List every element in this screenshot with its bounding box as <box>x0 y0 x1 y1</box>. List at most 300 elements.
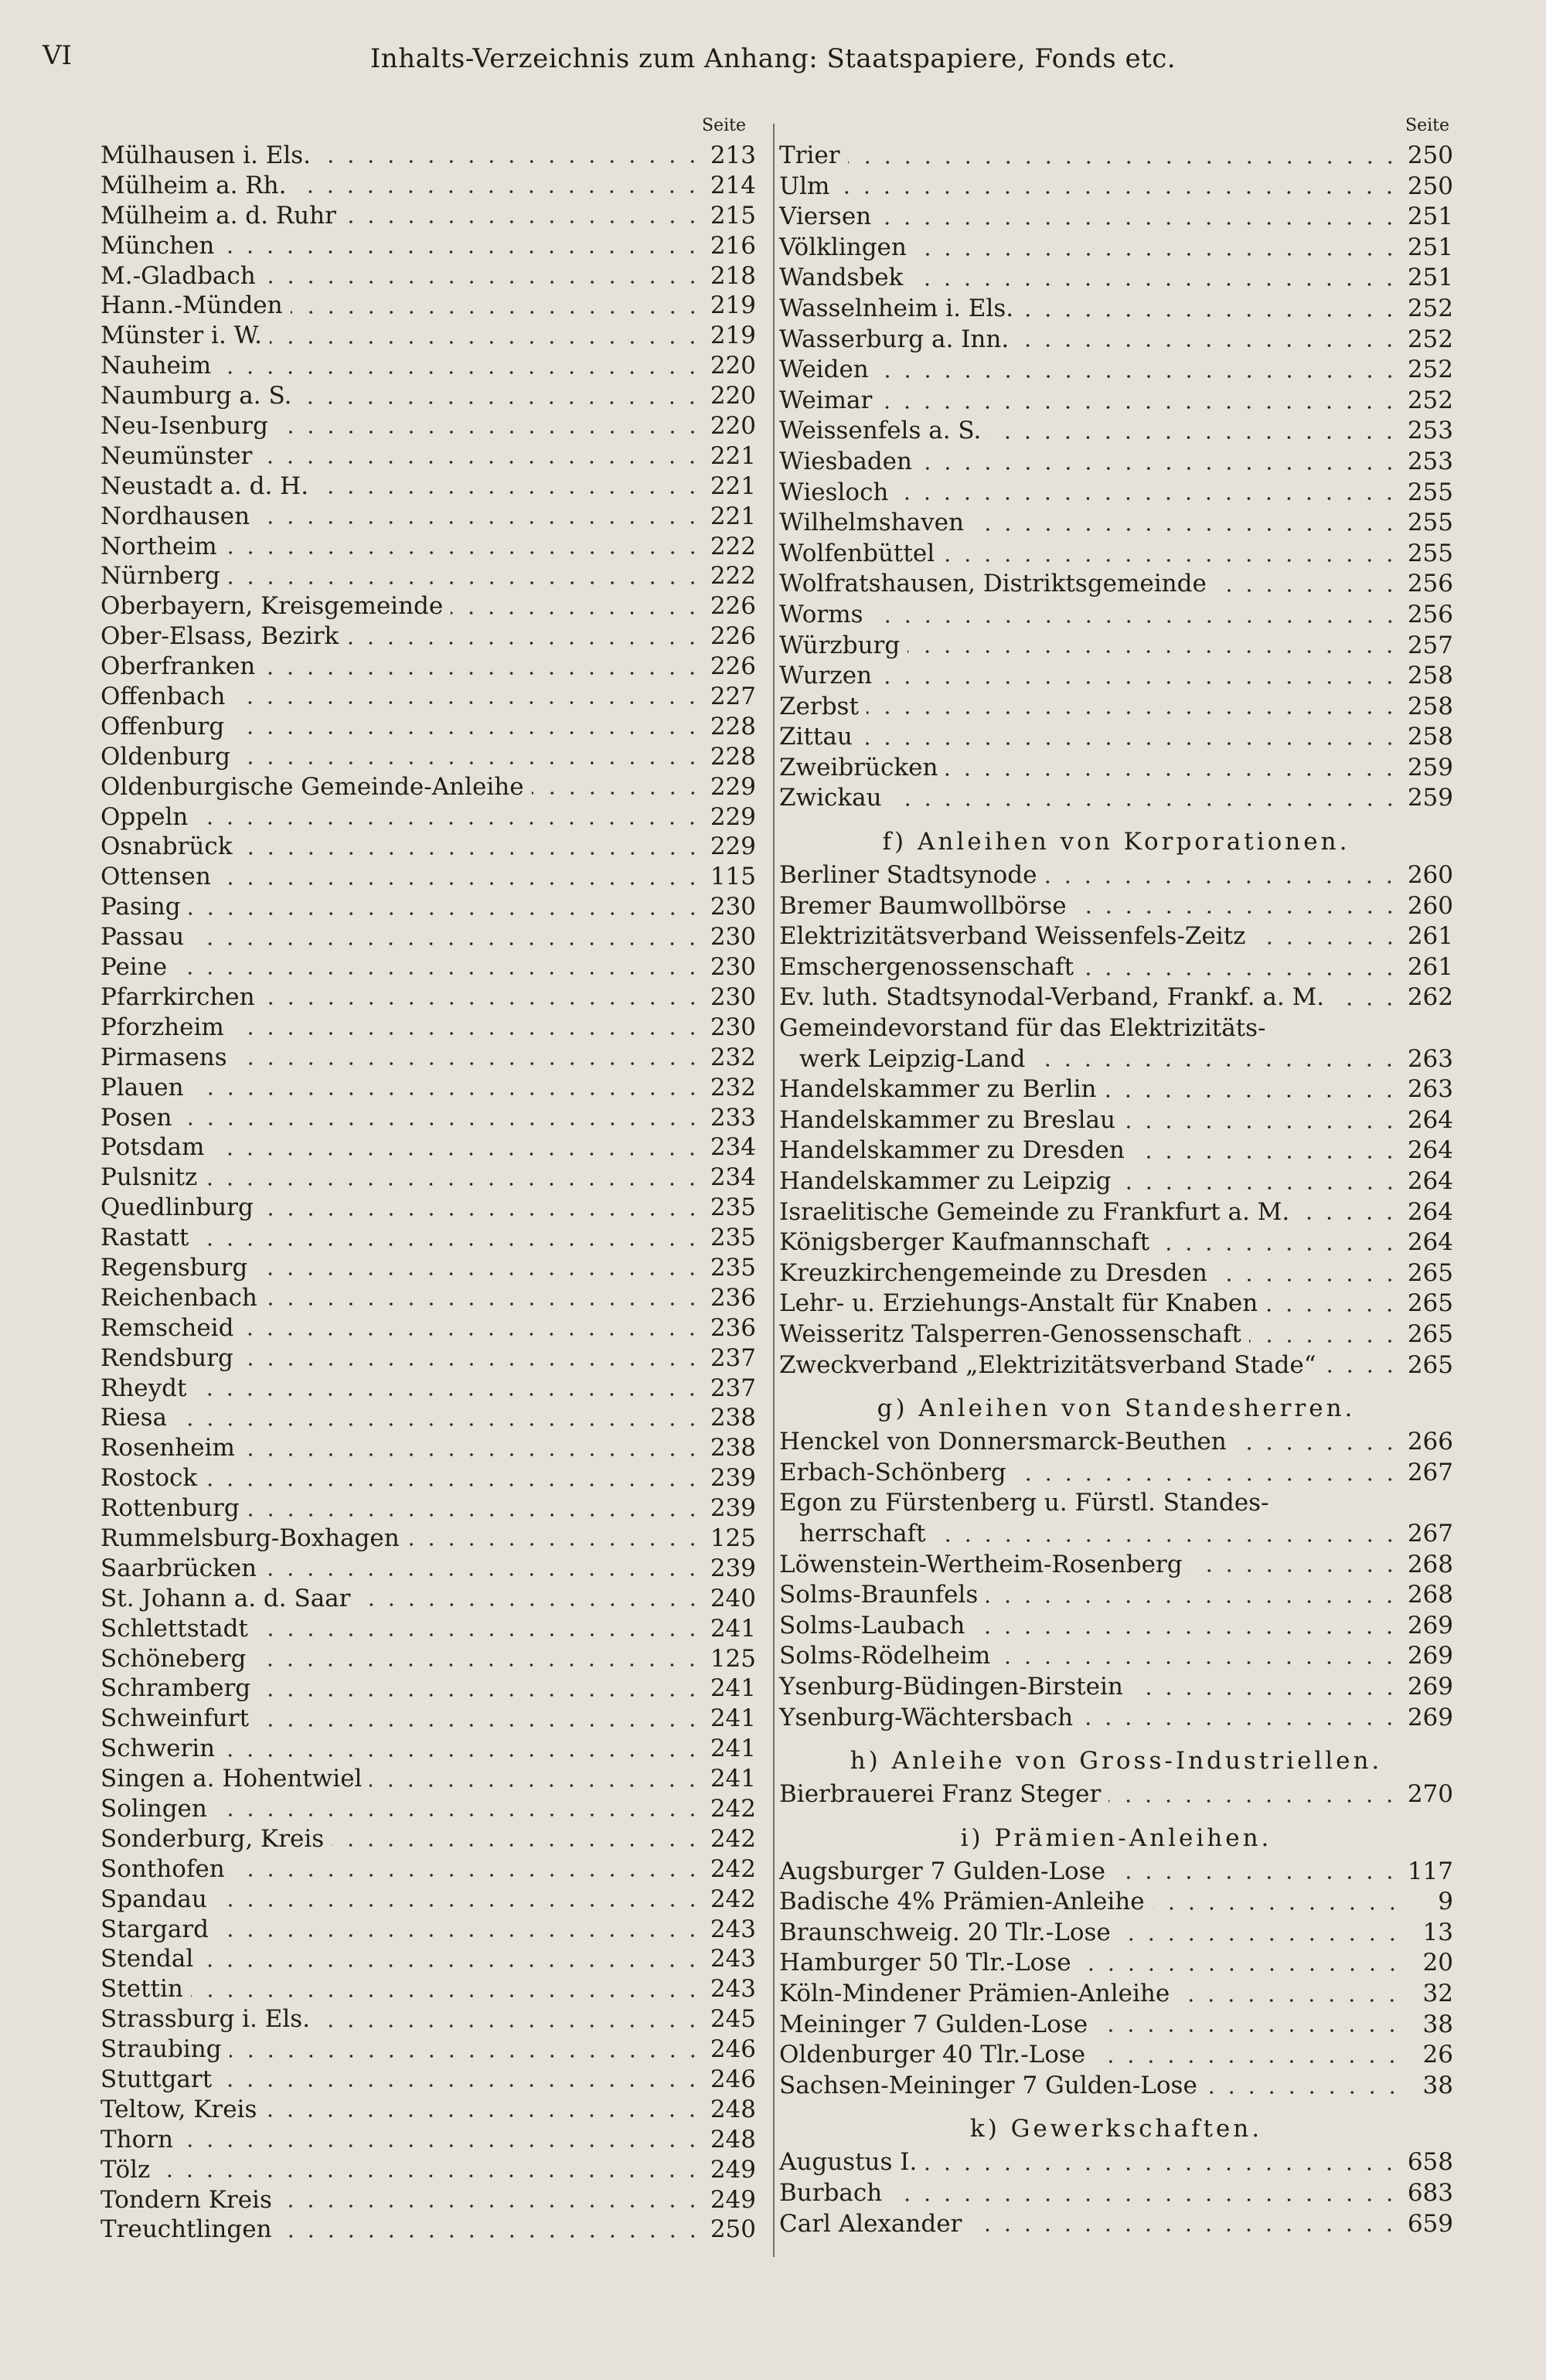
entry-name: Zweckverband „Elektrizitätsverband Stade“ <box>779 1350 1316 1379</box>
entry-page: 213 <box>710 141 756 169</box>
entry-page: 226 <box>710 652 756 681</box>
dot-leader <box>1265 1309 1400 1312</box>
entry-page: 216 <box>710 231 756 260</box>
index-entry <box>100 1524 756 1554</box>
entry-name: Regensburg <box>100 1253 248 1282</box>
index-entry <box>100 1493 756 1524</box>
index-entry <box>779 294 1453 325</box>
dot-leader <box>316 491 703 494</box>
dot-leader <box>972 528 1400 531</box>
entry-name: Solms-Rödelheim <box>779 1642 991 1670</box>
entry-name: Offenbach <box>100 683 226 711</box>
dot-leader <box>986 1600 1400 1603</box>
index-entry <box>779 1350 1453 1381</box>
entry-page: 233 <box>710 1103 756 1132</box>
entry-page: 269 <box>1407 1611 1453 1639</box>
entry-page: 239 <box>710 1464 756 1493</box>
entry-page: 248 <box>710 2095 756 2123</box>
dot-leader <box>299 401 702 404</box>
entry-page: 232 <box>710 1073 756 1101</box>
index-entry <box>779 386 1453 417</box>
entry-page: 221 <box>710 502 756 530</box>
entry-name: M.-Gladbach <box>100 261 256 290</box>
index-entry <box>779 1703 1453 1734</box>
dot-leader <box>261 1213 703 1216</box>
entry-name: Stuttgart <box>100 2065 213 2093</box>
entry-name: Solms-Laubach <box>779 1611 965 1639</box>
entry-name: Schlettstadt <box>100 1614 248 1643</box>
index-entry <box>100 682 756 712</box>
dot-leader <box>1108 1799 1400 1803</box>
dot-leader <box>265 1302 703 1306</box>
dot-leader <box>243 1453 703 1456</box>
entry-name: Thorn <box>100 2125 174 2154</box>
entry-page: 230 <box>710 953 756 982</box>
dot-leader <box>219 882 703 885</box>
index-entry <box>779 860 1453 891</box>
entry-name: Oldenburg <box>100 742 230 771</box>
dot-leader <box>942 559 1400 562</box>
index-entry <box>100 1824 756 1854</box>
entry-name: Spandau <box>100 1885 207 1913</box>
index-entry <box>779 1979 1453 2010</box>
dot-leader <box>181 2144 703 2147</box>
dot-leader <box>407 1543 703 1546</box>
dot-leader <box>1081 972 1400 975</box>
entry-page: 241 <box>710 1704 756 1733</box>
index-entry <box>100 1103 756 1133</box>
index-entry <box>100 832 756 862</box>
entry-name: Bremer Baumwollbörse <box>779 891 1067 920</box>
dot-leader <box>158 2174 702 2177</box>
entry-page: 220 <box>710 352 756 380</box>
dot-leader <box>1157 1248 1400 1251</box>
index-entry <box>779 600 1453 631</box>
entry-page: 236 <box>710 1313 756 1342</box>
index-entry <box>100 1764 756 1794</box>
entry-name: Oldenburgische Gemeinde-Anleihe <box>100 772 524 801</box>
entry-name: Offenburg <box>100 712 225 741</box>
entry-page: 256 <box>1407 570 1453 598</box>
entry-page: 269 <box>1407 1703 1453 1731</box>
dot-leader <box>920 467 1400 470</box>
index-entry <box>100 1433 756 1463</box>
index-entry <box>779 1258 1453 1289</box>
index-entry <box>100 1013 756 1043</box>
index-entry <box>100 351 756 381</box>
dot-leader <box>294 190 702 193</box>
entry-name: Ulm <box>779 172 830 200</box>
entry-name: Burbach <box>779 2179 883 2208</box>
entry-page: 226 <box>710 592 756 621</box>
dot-leader <box>238 761 703 764</box>
index-entry <box>779 508 1453 539</box>
entry-page: 257 <box>1407 631 1453 659</box>
entry-page: 264 <box>1407 1167 1453 1195</box>
dot-leader <box>240 852 703 855</box>
index-entry <box>100 201 756 231</box>
entry-page: 260 <box>1407 861 1453 890</box>
entry-name: Remscheid <box>100 1313 234 1342</box>
entry-name: Elektrizitätsverband Weissenfels-Zeitz <box>779 922 1246 951</box>
entry-page: 683 <box>1407 2179 1453 2208</box>
dot-leader <box>318 160 703 163</box>
index-entry <box>779 692 1453 723</box>
dot-leader <box>264 281 703 284</box>
entry-page: 266 <box>1407 1428 1453 1456</box>
entry-page: 38 <box>1422 2010 1453 2038</box>
entry-name: Rosenheim <box>100 1434 235 1462</box>
index-entry <box>100 982 756 1013</box>
entry-page: 125 <box>710 1524 756 1552</box>
index-entry <box>100 862 756 892</box>
entry-page: 221 <box>710 472 756 500</box>
dot-leader <box>972 1631 1400 1634</box>
entry-page: 270 <box>1407 1780 1453 1809</box>
dot-leader <box>332 1844 703 1847</box>
index-entry <box>779 1197 1453 1228</box>
entry-page: 265 <box>1407 1350 1453 1379</box>
entry-name: Rendsburg <box>100 1343 233 1372</box>
entry-name: Oppeln <box>100 802 189 831</box>
seite-label-right: Seite <box>1405 116 1449 135</box>
dot-leader <box>860 742 1400 745</box>
entry-page: 264 <box>1407 1228 1453 1257</box>
index-entry <box>779 2147 1453 2178</box>
dot-leader <box>263 672 703 675</box>
entry-name: Wasselnheim i. Els. <box>779 294 1014 322</box>
entry-page: 260 <box>1407 891 1453 920</box>
index-entry <box>100 2185 756 2215</box>
entry-name: Singen a. Hohentwiel <box>100 1765 363 1793</box>
entry-page: 220 <box>710 412 756 441</box>
index-entry <box>100 1193 756 1223</box>
entry-name: Wilhelmshaven <box>779 509 964 537</box>
index-entry <box>779 2010 1453 2041</box>
entry-name: Viersen <box>779 203 872 231</box>
dot-leader <box>1021 314 1400 317</box>
index-entry <box>779 783 1453 814</box>
dot-leader <box>1153 1907 1402 1910</box>
entry-name: Solingen <box>100 1794 207 1823</box>
index-entry <box>100 952 756 982</box>
dot-leader <box>880 681 1400 684</box>
dot-leader <box>223 1754 703 1757</box>
entry-page: 235 <box>710 1224 756 1252</box>
entry-page: 227 <box>710 683 756 711</box>
dot-leader <box>998 1661 1400 1664</box>
entry-page: 32 <box>1422 1980 1453 2008</box>
entry-page: 229 <box>710 772 756 801</box>
entry-page: 243 <box>710 1945 756 1973</box>
dot-leader <box>879 222 1400 225</box>
entry-name: Ysenburg-Büdingen-Birstein <box>779 1672 1123 1701</box>
entry-name: Sonthofen <box>100 1854 225 1883</box>
entry-page: 253 <box>1407 417 1453 445</box>
entry-page: 252 <box>1407 294 1453 322</box>
index-entry <box>100 1163 756 1193</box>
dot-leader <box>1214 589 1400 592</box>
dot-leader <box>212 1153 702 1156</box>
dot-leader <box>1205 2091 1402 2094</box>
page-number: VI <box>43 40 72 71</box>
dot-leader <box>344 220 703 223</box>
entry-name: Badische 4% Prämien-Anleihe <box>779 1888 1145 1916</box>
index-entry <box>100 472 756 502</box>
column-divider <box>773 124 775 2257</box>
entry-page: 234 <box>710 1163 756 1192</box>
index-entry <box>779 722 1453 753</box>
entry-page: 259 <box>1407 784 1453 812</box>
entry-page: 241 <box>710 1674 756 1703</box>
entry-name: Nürnberg <box>100 562 220 591</box>
entry-page: 219 <box>710 322 756 350</box>
entry-page: 264 <box>1407 1105 1453 1134</box>
dot-leader <box>233 1874 703 1877</box>
dot-leader <box>969 2228 1399 2232</box>
entry-page: 261 <box>1407 922 1453 951</box>
dot-leader <box>925 2167 1399 2171</box>
index-entry <box>779 1136 1453 1166</box>
entry-name: Rheydt <box>100 1374 187 1402</box>
entry-page: 251 <box>1407 264 1453 292</box>
section-heading: k) Gewerkschaften. <box>969 2115 1263 2143</box>
index-entry <box>100 2155 756 2185</box>
entry-name: Kreuzkirchengemeinde zu Dresden <box>779 1258 1207 1287</box>
index-entry <box>100 171 756 201</box>
dot-leader <box>867 711 1400 714</box>
entry-name: Gemeindevorstand für das Elektrizitäts- <box>779 1014 1266 1043</box>
dot-leader <box>215 1813 703 1816</box>
entry-name: Würzburg <box>779 631 901 659</box>
entry-name: Zwickau <box>779 784 882 812</box>
entry-name: Posen <box>100 1103 172 1132</box>
dot-leader <box>1332 1003 1400 1006</box>
index-entry <box>100 2004 756 2034</box>
dot-leader <box>228 581 703 584</box>
dot-leader <box>257 1724 703 1727</box>
index-entry <box>100 1944 756 1974</box>
entry-name: Hamburger 50 Tlr.-Lose <box>779 1949 1071 1977</box>
dot-leader <box>219 371 703 374</box>
index-entry <box>100 1463 756 1493</box>
entry-name: Quedlinburg <box>100 1193 254 1222</box>
entry-name: Weiden <box>779 356 869 384</box>
index-entry <box>100 2125 756 2155</box>
entry-name: Schwerin <box>100 1735 216 1763</box>
entry-name: Solms-Braunfels <box>779 1581 979 1609</box>
entry-name: Wasserburg a. Inn. <box>779 325 1010 353</box>
entry-name: Löwenstein-Wertheim-Rosenberg <box>779 1550 1183 1578</box>
dot-leader <box>1104 1095 1399 1098</box>
entry-name: Pforzheim <box>100 1013 224 1041</box>
dot-leader <box>280 2235 703 2238</box>
entry-page: 238 <box>710 1404 756 1432</box>
entry-page: 226 <box>710 622 756 651</box>
index-entry <box>779 631 1453 662</box>
index-entry <box>100 892 756 922</box>
dot-leader <box>908 650 1400 653</box>
index-entry <box>100 502 756 532</box>
index-entry <box>779 1672 1453 1703</box>
index-entry <box>779 1427 1453 1458</box>
index-entry <box>779 1519 1453 1550</box>
dot-leader <box>1215 1279 1400 1282</box>
entry-page: 238 <box>710 1434 756 1462</box>
dot-leader <box>194 1393 702 1396</box>
entry-page: 256 <box>1407 600 1453 628</box>
entry-name: Sachsen-Meininger 7 Gulden-Lose <box>779 2071 1197 2099</box>
index-entry <box>100 381 756 411</box>
entry-name: Worms <box>779 600 863 628</box>
entry-name: Zweibrücken <box>779 753 938 781</box>
entry-page: 268 <box>1407 1581 1453 1609</box>
dot-leader <box>192 942 703 945</box>
dot-leader <box>1074 911 1400 914</box>
entry-name: Wolfenbüttel <box>779 539 935 567</box>
entry-name: Rottenburg <box>100 1494 240 1523</box>
dot-leader <box>215 1904 703 1907</box>
entry-page: 255 <box>1407 478 1453 506</box>
index-entry <box>779 1105 1453 1136</box>
entry-page: 265 <box>1407 1319 1453 1348</box>
index-entry <box>779 233 1453 264</box>
entry-page: 241 <box>710 1735 756 1763</box>
entry-name: Münster i. W. <box>100 322 262 350</box>
index-entry <box>100 922 756 952</box>
dot-leader <box>890 803 1400 806</box>
dot-leader <box>196 1243 703 1246</box>
dot-leader <box>270 341 703 344</box>
dot-leader <box>1249 1340 1400 1343</box>
entry-page: 264 <box>1407 1197 1453 1226</box>
index-entry <box>779 2178 1453 2209</box>
entry-page: 239 <box>710 1494 756 1523</box>
dot-leader <box>291 311 703 314</box>
dot-leader <box>254 1663 702 1667</box>
index-entry <box>779 141 1453 172</box>
dot-leader <box>235 1062 703 1065</box>
index-entry <box>100 591 756 621</box>
entry-page: 255 <box>1407 509 1453 537</box>
entry-page: 230 <box>710 1013 756 1041</box>
index-entry <box>779 1319 1453 1350</box>
entry-name: Oldenburger 40 Tlr.-Lose <box>779 2041 1086 2069</box>
dot-leader <box>189 912 703 915</box>
dot-leader <box>896 497 1399 500</box>
entry-page: 267 <box>1407 1458 1453 1486</box>
entry-page: 228 <box>710 712 756 741</box>
index-entry <box>779 325 1453 356</box>
entry-name: Emschergenossenschaft <box>779 952 1074 981</box>
index-entry <box>100 411 756 441</box>
entry-name: Nordhausen <box>100 502 250 530</box>
entry-page: 252 <box>1407 386 1453 414</box>
entry-page: 237 <box>710 1374 756 1402</box>
entry-page: 262 <box>1407 983 1453 1012</box>
index-entry <box>779 1289 1453 1319</box>
index-entry <box>779 1550 1453 1581</box>
index-entry <box>100 1734 756 1764</box>
dot-leader <box>451 611 703 615</box>
entry-name: Zittau <box>779 723 853 751</box>
dot-leader <box>1297 1217 1400 1220</box>
entry-name: Tölz <box>100 2155 151 2184</box>
dot-leader <box>1177 1999 1402 2002</box>
index-entry <box>100 1283 756 1313</box>
index-entry <box>100 772 756 802</box>
dot-leader <box>318 2024 703 2028</box>
entry-name: Pirmasens <box>100 1043 227 1071</box>
entry-page: 251 <box>1407 203 1453 231</box>
entry-page: 220 <box>710 382 756 410</box>
index-entry <box>100 652 756 682</box>
index-entry <box>779 2040 1453 2071</box>
entry-name: Straubing <box>100 2035 222 2064</box>
dot-leader <box>369 1784 702 1787</box>
index-entry <box>779 1580 1453 1611</box>
entry-name: Stettin <box>100 1975 183 2004</box>
index-entry <box>779 1948 1453 1979</box>
entry-name: Stendal <box>100 1945 194 1973</box>
index-entry <box>779 891 1453 922</box>
dot-leader <box>1095 2029 1402 2032</box>
index-entry <box>779 478 1453 509</box>
entry-page: 230 <box>710 923 756 952</box>
entry-page: 222 <box>710 562 756 591</box>
dot-leader <box>1324 1370 1400 1373</box>
entry-page: 20 <box>1422 1949 1453 1977</box>
entry-page: 258 <box>1407 692 1453 720</box>
entry-name: Israelitische Gemeinde zu Frankfurt a. M. <box>779 1197 1290 1226</box>
index-entry <box>779 355 1453 386</box>
entry-page: 243 <box>710 1975 756 2004</box>
dot-leader <box>241 1363 703 1366</box>
entry-page: 248 <box>710 2125 756 2154</box>
section-heading: g) Anleihen von Standesherren. <box>877 1394 1356 1423</box>
entry-name: München <box>100 231 215 260</box>
entry-page: 658 <box>1407 2148 1453 2177</box>
entry-page: 269 <box>1407 1642 1453 1670</box>
dot-leader <box>934 1539 1400 1542</box>
entry-page: 235 <box>710 1253 756 1282</box>
entry-page: 243 <box>710 1915 756 1943</box>
entry-name: Tondern Kreis <box>100 2185 272 2214</box>
entry-name: Schweinfurt <box>100 1704 250 1733</box>
entry-name: Berliner Stadtsynode <box>779 861 1037 890</box>
entry-name: Potsdam <box>100 1133 205 1162</box>
entry-name: Mülheim a. d. Ruhr <box>100 201 336 230</box>
entry-page: 38 <box>1422 2071 1453 2099</box>
entry-name: Ev. luth. Stadtsynodal-Verband, Frankf. a. M. <box>779 983 1325 1012</box>
entry-page: 214 <box>710 171 756 199</box>
index-entry <box>100 1343 756 1374</box>
index-entry <box>100 1885 756 1915</box>
entry-name: Schramberg <box>100 1674 251 1703</box>
entry-page: 250 <box>1407 172 1453 200</box>
dot-leader <box>201 1964 703 1967</box>
dot-leader <box>1113 1876 1400 1879</box>
entry-page: 242 <box>710 1824 756 1853</box>
entry-name: Bierbrauerei Franz Steger <box>779 1780 1102 1809</box>
index-entry <box>779 569 1453 600</box>
entry-name: Weimar <box>779 386 873 414</box>
index-entry <box>779 1044 1453 1075</box>
entry-name: St. Johann a. d. Saar <box>100 1584 351 1612</box>
dot-leader <box>247 1513 703 1517</box>
entry-name: Augustus I. <box>779 2148 918 2177</box>
entry-page: 219 <box>710 291 756 320</box>
